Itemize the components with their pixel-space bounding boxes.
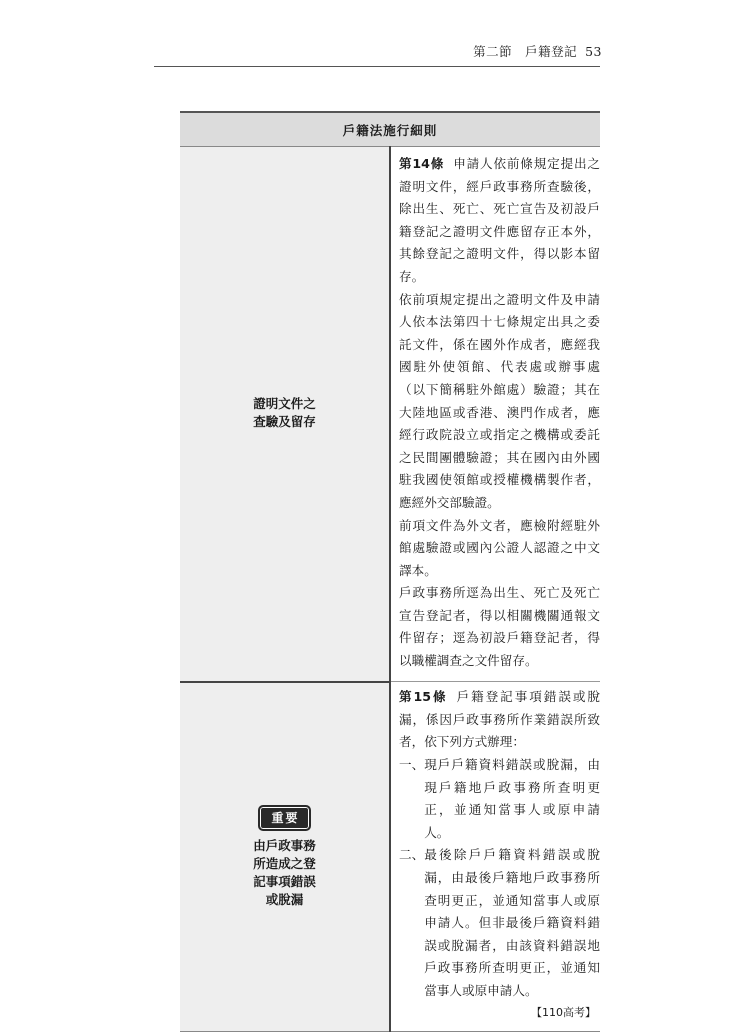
- paragraph: [399, 686, 600, 754]
- paragraph: [399, 153, 600, 289]
- regulation-table: [180, 111, 600, 1032]
- paragraph-text: 申請人依前條規定提出之證明文件，經戶政事務所查驗後，除出生、死亡、死亡宣告及初設戶籍登記之證明文件應留存正本外，其餘登記之證明文件，得以影本留存。: [399, 156, 601, 284]
- item-marker: 二、: [399, 847, 425, 863]
- list-item: [399, 754, 600, 844]
- list-item: [399, 844, 600, 1025]
- row-content: [390, 682, 600, 1032]
- table-row: [180, 682, 600, 1032]
- row-label: 由戶政事務所造成之登記事項錯誤或脫漏: [253, 837, 316, 907]
- paragraph-text: 戶籍登記事項錯誤或脫漏，係因戶政事務所作業錯誤所致者，依下列方式辦理：: [399, 689, 601, 750]
- paragraph: 前項文件為外文者，應檢附經駐外館處驗證或國內公證人認證之中文譯本。: [399, 517, 600, 578]
- running-header: [473, 42, 602, 60]
- page-number: 53: [585, 44, 602, 59]
- row-label-cell: [180, 147, 390, 679]
- paragraph: 戶政事務所逕為出生、死亡及死亡宣告登記者，得以相關機關通報文件留存；逕為初設戶籍登記者，得以職權調查之文件留存。: [399, 585, 600, 669]
- exam-tag: 【110高考】: [531, 1006, 596, 1020]
- item-marker: 一、: [399, 756, 425, 772]
- row-content: [390, 147, 600, 679]
- table-title: 戶籍法施行細則: [180, 112, 600, 147]
- article-number: 第14條: [399, 156, 445, 171]
- article-number: 第15條: [399, 689, 448, 705]
- item-text: 現戶戶籍資料錯誤或脫漏，由現戶籍地戶政事務所查明更正，並通知當事人或原申請人。: [424, 756, 600, 840]
- item-text: 最後除戶戶籍資料錯誤或脫漏，由最後戶籍地戶政事務所查明更正，並通知當事人或原申請人。但非最後戶籍資料錯誤或脫漏者，由該資料錯誤地戶政事務所查明更正，並通知當事人或原申請人。: [424, 847, 600, 998]
- paragraph: 依前項規定提出之證明文件及申請人依本法第四十七條規定出具之委託文件，係在國外作成者，應經我國駐外使領館、代表處或辦事處（以下簡稱駐外館處）驗證；其在大陸地區或香港、澳門作成者，應經行政院設立或指定之機構或委託之民間團體驗證；其在國內由外國駐我國使領館或授權機構製作者，應經外交部驗證。: [399, 291, 600, 510]
- row-label: 證明文件之查驗及留存: [253, 395, 316, 429]
- section-title: 第二節 戶籍登記: [473, 44, 578, 59]
- row-label-cell: [180, 682, 390, 1032]
- table-row: [180, 147, 600, 679]
- header-rule: [154, 66, 600, 67]
- important-badge: 重要: [258, 805, 310, 831]
